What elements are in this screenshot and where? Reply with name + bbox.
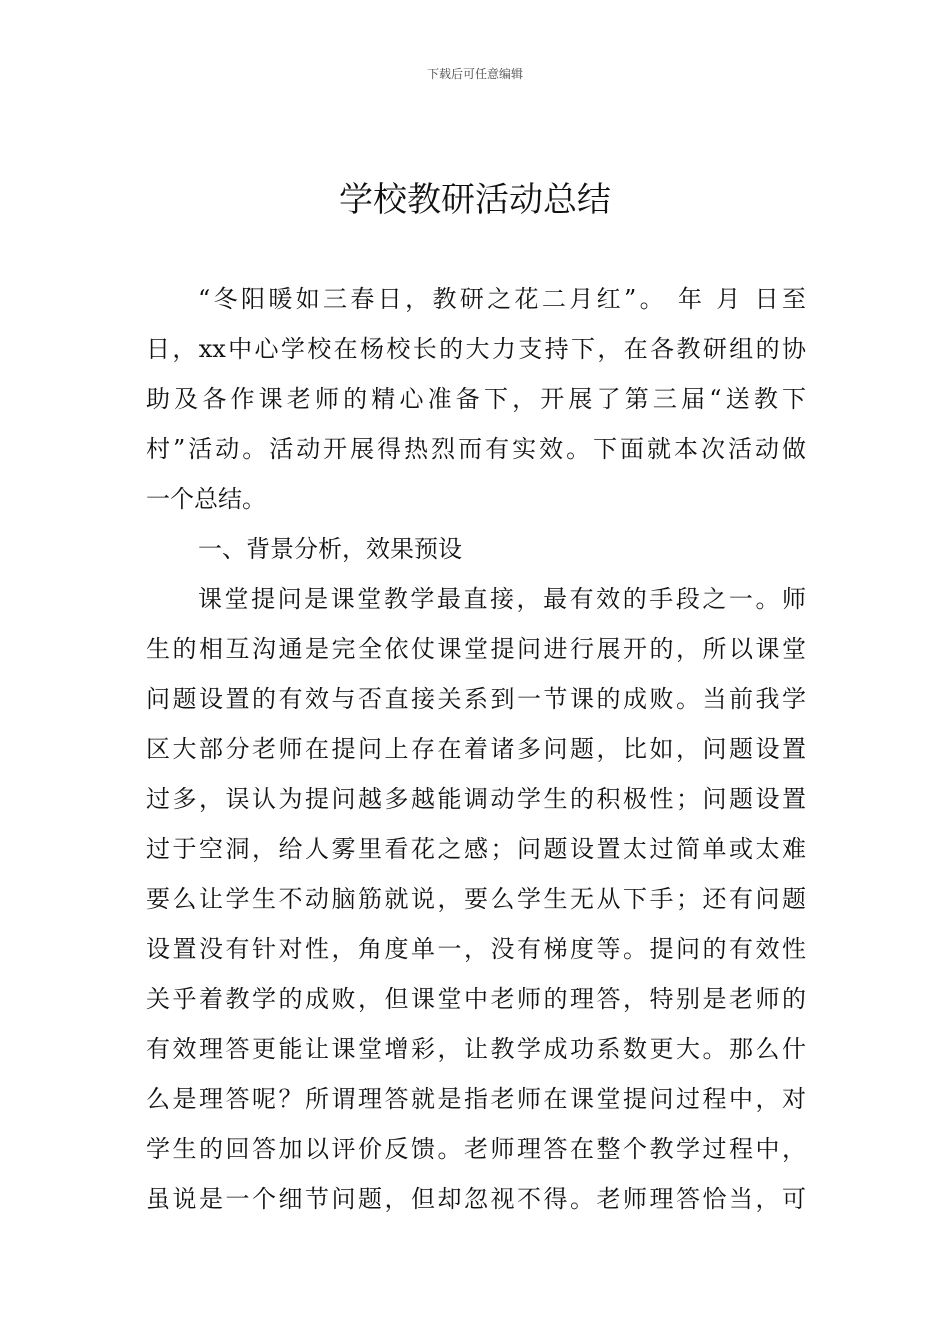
text-line: 课堂提问是课堂教学最直接，最有效的手段之一。师 bbox=[198, 585, 806, 613]
text-line: 虽说是一个细节问题，但却忽视不得。老师理答恰当，可 bbox=[146, 1185, 806, 1213]
page-header-note: 下载后可任意编辑 bbox=[426, 67, 523, 81]
text-line: 日，xx中心学校在杨校长的大力支持下，在各教研组的协 bbox=[146, 335, 806, 363]
text-line: 设置没有针对性，角度单一，没有梯度等。提问的有效性 bbox=[146, 935, 806, 963]
text-line: 生的相互沟通是完全依仗课堂提问进行展开的，所以课堂 bbox=[146, 635, 806, 663]
text-line: 关乎着教学的成败，但课堂中老师的理答，特别是老师的 bbox=[146, 985, 806, 1013]
paragraph-background bbox=[146, 574, 806, 1224]
text-line: 要么让学生不动脑筋就说，要么学生无从下手；还有问题 bbox=[146, 885, 806, 913]
text-line: 过于空洞，给人雾里看花之感；问题设置太过简单或太难 bbox=[146, 835, 806, 863]
paragraph-intro bbox=[146, 274, 806, 524]
text-line: 么是理答呢？所谓理答就是指老师在课堂提问过程中，对 bbox=[146, 1085, 806, 1113]
text-line: 区大部分老师在提问上存在着诸多问题，比如，问题设置 bbox=[146, 735, 806, 763]
text-line: 学生的回答加以评价反馈。老师理答在整个教学过程中， bbox=[146, 1135, 806, 1163]
text-line: 助及各作课老师的精心准备下，开展了第三届“送教下 bbox=[146, 385, 806, 413]
document-title: 学校教研活动总结 bbox=[339, 180, 611, 220]
text-line: 一、背景分析，效果预设 bbox=[198, 535, 462, 563]
text-line: “冬阳暖如三春日，教研之花二月红”。 年 月 日至 bbox=[198, 285, 806, 313]
text-line: 问题设置的有效与否直接关系到一节课的成败。当前我学 bbox=[146, 685, 806, 713]
text-line: 一个总结。 bbox=[146, 485, 266, 513]
text-line: 村”活动。活动开展得热烈而有实效。下面就本次活动做 bbox=[146, 435, 806, 463]
text-line: 过多，误认为提问越多越能调动学生的积极性；问题设置 bbox=[146, 785, 806, 813]
section-heading bbox=[146, 524, 806, 574]
text-line: 有效理答更能让课堂增彩，让教学成功系数更大。那么什 bbox=[146, 1035, 806, 1063]
document-body bbox=[146, 274, 806, 1224]
